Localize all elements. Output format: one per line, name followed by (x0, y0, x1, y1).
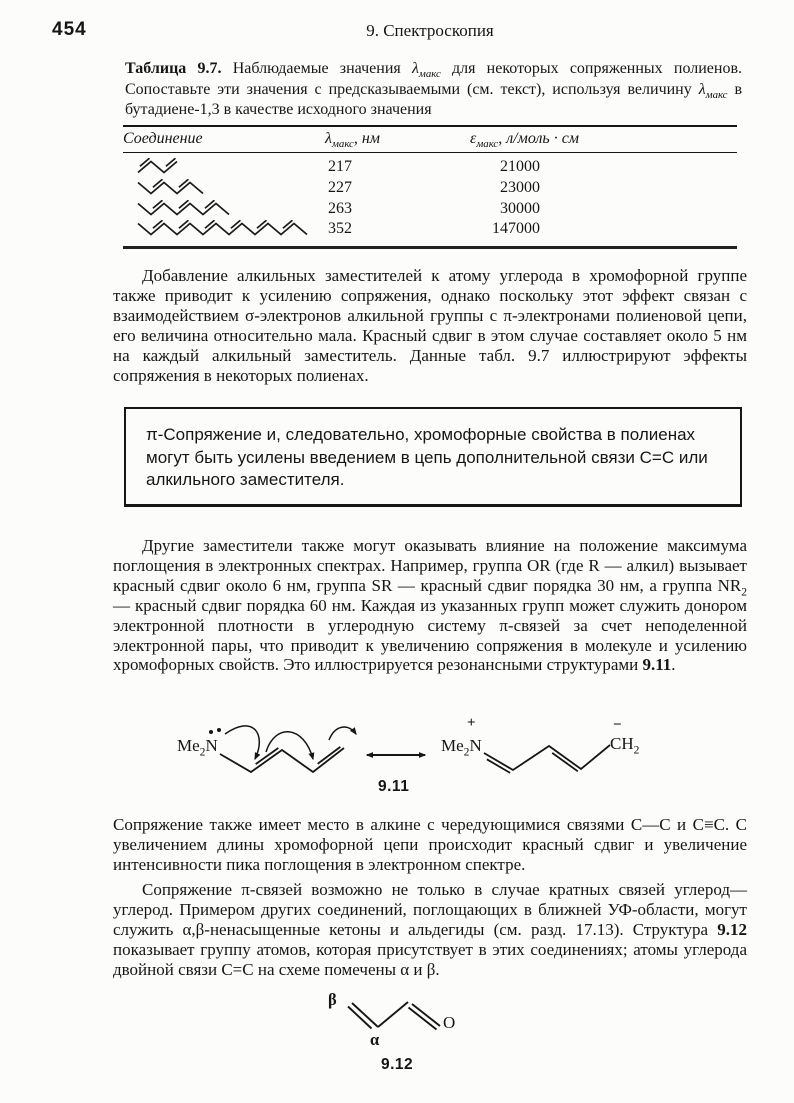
key-concept-box: π-Сопряжение и, следовательно, хромофорные свойства в полиенах могут быть усилены введением в цепь дополнительной связи C=C или алкильного заместителя. (124, 407, 742, 507)
table-caption: Таблица 9.7. Наблюдаемые значения $\lambda_{макс}$ для некоторых сопряженных полиенов. Сопоставьте эти значения с предсказываемыми (см. текст), используя величину $\lambda_{макс}$ в бутадиене-1,3 в качестве исходного значения (125, 60, 742, 119)
lambda-max-value: 217 (328, 158, 352, 176)
polyene-structure-icon (123, 158, 325, 176)
paragraph-unsaturated-ketones: Сопряжение π-связей возможно не только в случае кратных связей углерод—углерод. Примером других соединений, поглощающих в ближней УФ-области, могут служить α,β-ненасыщенные кетоны и альдегиды (см. разд. 17.13). Структура 9.12 показывает группу атомов, которая присутствует в этих соединениях; атомы углерода двойной связи C=C на схеме помечены α и β. (113, 880, 747, 979)
table-row (123, 178, 737, 199)
paragraph-alkyne-conjugation: Сопряжение также имеет место в алкине с чередующимися связями C—C и C≡C. С увеличением длины хромофорной цепи происходит красный сдвиг и увеличение интенсивности пика поглощения в электронном спектре. (113, 815, 747, 874)
dimethylamino-group-label: $Me_2N$ (177, 736, 218, 759)
oxygen-atom-label: O (443, 1013, 456, 1032)
figure-9-12-enone-fragment (300, 986, 500, 1082)
enone-bonds (348, 1002, 440, 1030)
lone-pair-dots-icon (209, 728, 221, 734)
running-head: 9. Спектроскопия (366, 21, 494, 40)
right-structure-bonds (484, 745, 610, 773)
polyene-table (123, 125, 737, 249)
epsilon-max-value: 147000 (492, 220, 540, 238)
column-header-epsilon: $\varepsilon_{макс}$, л/моль · см (470, 130, 580, 151)
table-body (123, 153, 737, 249)
alpha-carbon-label: α (370, 1030, 380, 1049)
lambda-max-value: 227 (328, 179, 352, 197)
dimethylamino-group-label: $Me_2N$ (441, 736, 482, 759)
positive-charge-label: + (467, 715, 476, 731)
column-header-compound: Соединение (123, 130, 203, 147)
table-row (123, 157, 737, 178)
epsilon-max-value: 21000 (500, 158, 540, 176)
beta-carbon-label: β (328, 990, 337, 1009)
table-header-row (123, 125, 737, 153)
polyene-structure-icon (123, 220, 325, 238)
figure-9-11-resonance-structures (115, 710, 745, 806)
paragraph-alkyl-substituents: Добавление алкильных заместителей к атому углерода в хромофорной группе также приводит к усилению сопряжения, однако поскольку этот эффект связан с взаимодействием σ-электронов алкильной группы с π-электронами полиеновой цепи, его величина относительно мала. Красный сдвиг в этом случае составляет около 5 нм на каждый алкильный заместитель. Данные табл. 9.7 иллюстрируют эффекты сопряжения в некоторых полиенах. (113, 266, 747, 385)
table-row (123, 219, 737, 240)
column-header-lambda: $\lambda_{макс}$, нм (325, 130, 380, 151)
left-structure-bonds (220, 747, 344, 772)
bond-drawing (115, 710, 745, 806)
negative-charge-label: − (613, 717, 622, 733)
polyene-structure-icon (123, 200, 325, 218)
polyene-structure-icon (123, 179, 325, 197)
epsilon-max-value: 30000 (500, 199, 540, 217)
structure-number-label: 9.12 (381, 1056, 414, 1073)
page-number: 454 (52, 19, 87, 40)
lambda-max-value: 352 (328, 220, 352, 238)
structure-number-label: 9.11 (378, 778, 410, 795)
paragraph-other-substituents: Другие заместители также могут оказывать влияние на положение максимума поглощения в электронных спектрах. Например, группа OR (где R — алкил) вызывает красный сдвиг около 6 нм, группа SR — красный сдвиг порядка 30 нм, а группа $NR_2$ — красный сдвиг порядка 60 нм. Каждая из указанных групп может служить донором электронной плотности в углеродную систему π-связей за счет неподеленной электронной пары, что приводит к увеличению сопряжения в молекуле и усилению хромофорных свойств. Это иллюстрируется резонансными структурами 9.11. (113, 536, 747, 675)
epsilon-max-value: 23000 (500, 179, 540, 197)
lambda-max-value: 263 (328, 199, 352, 217)
ch2-group-label: $CH_2$ (610, 734, 640, 757)
table-row (123, 198, 737, 219)
